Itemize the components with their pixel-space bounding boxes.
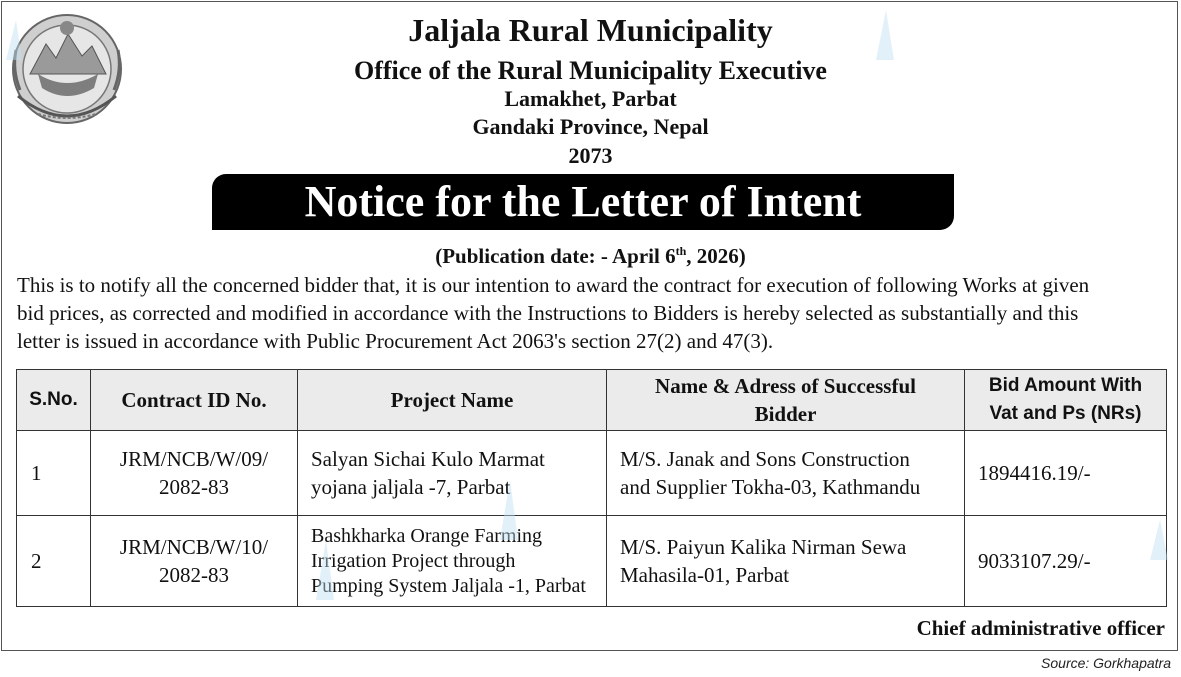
table-row: [17, 431, 1167, 516]
header-contract-id: Contract ID No.: [91, 370, 298, 431]
municipality-name: Jaljala Rural Municipality: [408, 12, 773, 48]
publication-date: (Publication date: - April 6th, 2026): [435, 244, 746, 268]
cell-project-name: Bashkharka Orange Farming Irrigation Project through Pumping System Jaljala -1, Parbat: [298, 516, 607, 607]
cell-project-name: Salyan Sichai Kulo Marmat yojana jaljala -7, Parbat: [298, 431, 607, 516]
header-bidder: Name & Adress of Successful Bidder: [607, 370, 965, 431]
notice-title: Notice for the Letter of Intent: [212, 174, 954, 230]
cell-bid-amount: 1894416.19/-: [965, 431, 1167, 516]
cell-contract-id: JRM/NCB/W/09/ 2082-83: [91, 431, 298, 516]
table-header-row: [17, 370, 1167, 431]
intro-line: This is to notify all the concerned bidder that, it is our intention to award the contract for execution of following Works at given: [17, 273, 1090, 297]
table-row: [17, 516, 1167, 607]
cell-sno: 1: [17, 431, 91, 516]
address-line-2: Gandaki Province, Nepal: [472, 114, 709, 139]
source-credit: Source: Gorkhapatra: [1041, 655, 1171, 671]
cell-bidder: M/S. Paiyun Kalika Nirman Sewa Mahasila-01, Parbat: [607, 516, 965, 607]
cell-bidder: M/S. Janak and Sons Construction and Supplier Tokha-03, Kathmandu: [607, 431, 965, 516]
header-year: 2073: [568, 143, 613, 168]
office-name: Office of the Rural Municipality Executive: [354, 56, 827, 85]
cell-sno: 2: [17, 516, 91, 607]
intro-paragraph: [17, 271, 1169, 355]
signatory-title: Chief administrative officer: [916, 616, 1165, 640]
header-bid-amount: Bid Amount With Vat and Ps (NRs): [965, 370, 1167, 431]
intro-line: letter is issued in accordance with Public Procurement Act 2063's section 27(2) and 47(3).: [17, 329, 774, 353]
cell-bid-amount: 9033107.29/-: [965, 516, 1167, 607]
header-sno: S.No.: [17, 370, 91, 431]
address-line-1: Lamakhet, Parbat: [504, 86, 677, 111]
intro-line: bid prices, as corrected and modified in accordance with the Instructions to Bidders is hereby selected as substantially and this: [17, 301, 1079, 325]
header-project-name: Project Name: [298, 370, 607, 431]
bid-results-table: [16, 369, 1167, 607]
cell-contract-id: JRM/NCB/W/10/ 2082-83: [91, 516, 298, 607]
